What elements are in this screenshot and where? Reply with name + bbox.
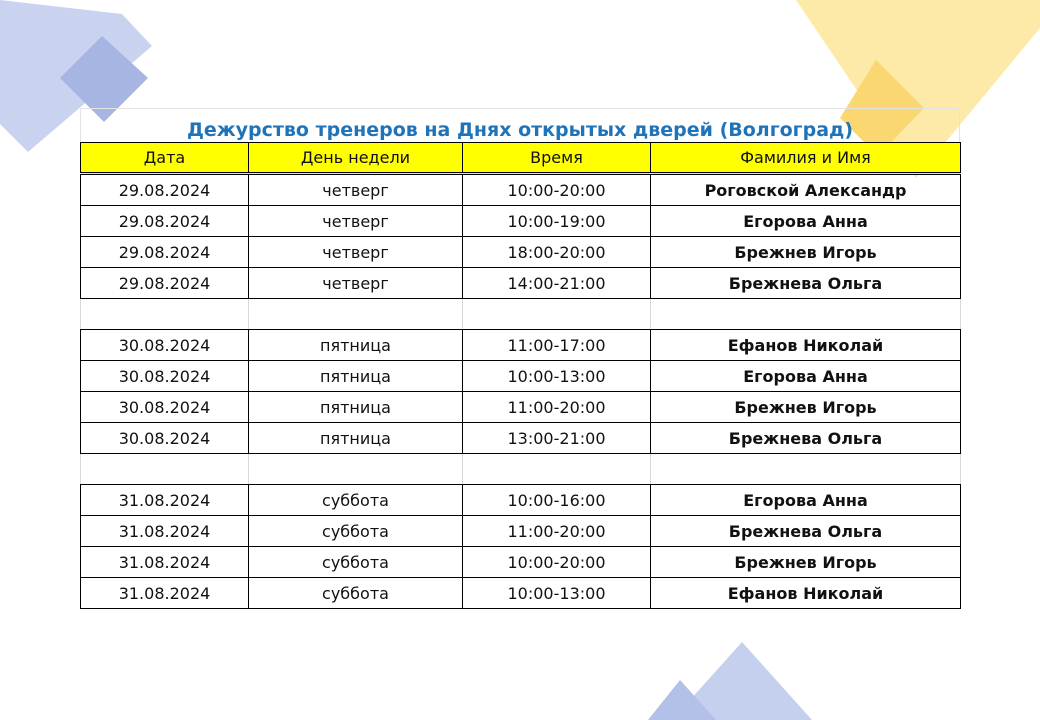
cell-time: 13:00-21:00	[463, 423, 651, 454]
cell-time: 18:00-20:00	[463, 237, 651, 268]
cell-date: 29.08.2024	[81, 206, 249, 237]
table-row	[81, 485, 961, 516]
cell-trainer-name: Брежнев Игорь	[651, 547, 961, 578]
empty-cell	[249, 454, 463, 485]
cell-trainer-name: Егорова Анна	[651, 361, 961, 392]
column-header-time: Время	[463, 143, 651, 174]
column-header-name: Фамилия и Имя	[651, 143, 961, 174]
cell-time: 11:00-17:00	[463, 330, 651, 361]
cell-trainer-name: Брежнева Ольга	[651, 516, 961, 547]
cell-weekday: четверг	[249, 174, 463, 206]
cell-weekday: четверг	[249, 268, 463, 299]
column-header-weekday: День недели	[249, 143, 463, 174]
cell-weekday: суббота	[249, 485, 463, 516]
empty-cell	[463, 299, 651, 330]
cell-weekday: пятница	[249, 392, 463, 423]
cell-date: 31.08.2024	[81, 547, 249, 578]
table-row	[81, 516, 961, 547]
cell-time: 10:00-13:00	[463, 361, 651, 392]
table-row	[81, 206, 961, 237]
empty-cell	[81, 454, 249, 485]
table-row	[81, 578, 961, 609]
cell-trainer-name: Ефанов Николай	[651, 330, 961, 361]
cell-time: 10:00-20:00	[463, 174, 651, 206]
table-row	[81, 237, 961, 268]
cell-weekday: пятница	[249, 361, 463, 392]
cell-weekday: суббота	[249, 578, 463, 609]
empty-cell	[651, 299, 961, 330]
cell-time: 14:00-21:00	[463, 268, 651, 299]
cell-weekday: четверг	[249, 237, 463, 268]
cell-date: 29.08.2024	[81, 174, 249, 206]
cell-time: 10:00-16:00	[463, 485, 651, 516]
cell-weekday: пятница	[249, 423, 463, 454]
cell-weekday: четверг	[249, 206, 463, 237]
page-title-text: Дежурство тренеров на Днях открытых дверей (Волгоград)	[186, 119, 854, 141]
cell-date: 29.08.2024	[81, 268, 249, 299]
cell-time: 11:00-20:00	[463, 392, 651, 423]
cell-trainer-name: Егорова Анна	[651, 206, 961, 237]
cell-date: 31.08.2024	[81, 516, 249, 547]
cell-time: 10:00-13:00	[463, 578, 651, 609]
cell-trainer-name: Брежнев Игорь	[651, 237, 961, 268]
cell-weekday: суббота	[249, 516, 463, 547]
cell-date: 31.08.2024	[81, 578, 249, 609]
cell-date: 30.08.2024	[81, 423, 249, 454]
empty-cell	[463, 454, 651, 485]
cell-trainer-name: Роговской Александр	[651, 174, 961, 206]
column-header-date: Дата	[81, 143, 249, 174]
duty-sheet	[80, 108, 960, 611]
cell-trainer-name: Егорова Анна	[651, 485, 961, 516]
cell-weekday: пятница	[249, 330, 463, 361]
table-row	[81, 423, 961, 454]
cell-date: 29.08.2024	[81, 237, 249, 268]
cell-time: 11:00-20:00	[463, 516, 651, 547]
spacer-row	[81, 454, 961, 485]
table-row	[81, 361, 961, 392]
table-row	[81, 392, 961, 423]
cell-time: 10:00-19:00	[463, 206, 651, 237]
cell-trainer-name: Брежнева Ольга	[651, 423, 961, 454]
cell-date: 31.08.2024	[81, 485, 249, 516]
duty-table	[80, 142, 961, 609]
page-title	[80, 108, 960, 143]
cell-trainer-name: Ефанов Николай	[651, 578, 961, 609]
empty-cell	[249, 299, 463, 330]
table-row	[81, 547, 961, 578]
cell-date: 30.08.2024	[81, 330, 249, 361]
table-row	[81, 330, 961, 361]
cell-date: 30.08.2024	[81, 392, 249, 423]
table-row	[81, 268, 961, 299]
empty-cell	[81, 299, 249, 330]
cell-time: 10:00-20:00	[463, 547, 651, 578]
spacer-row	[81, 299, 961, 330]
table-row	[81, 174, 961, 206]
cell-weekday: суббота	[249, 547, 463, 578]
cell-trainer-name: Брежнева Ольга	[651, 268, 961, 299]
empty-cell	[651, 454, 961, 485]
cell-trainer-name: Брежнев Игорь	[651, 392, 961, 423]
table-header-row	[81, 143, 961, 174]
cell-date: 30.08.2024	[81, 361, 249, 392]
